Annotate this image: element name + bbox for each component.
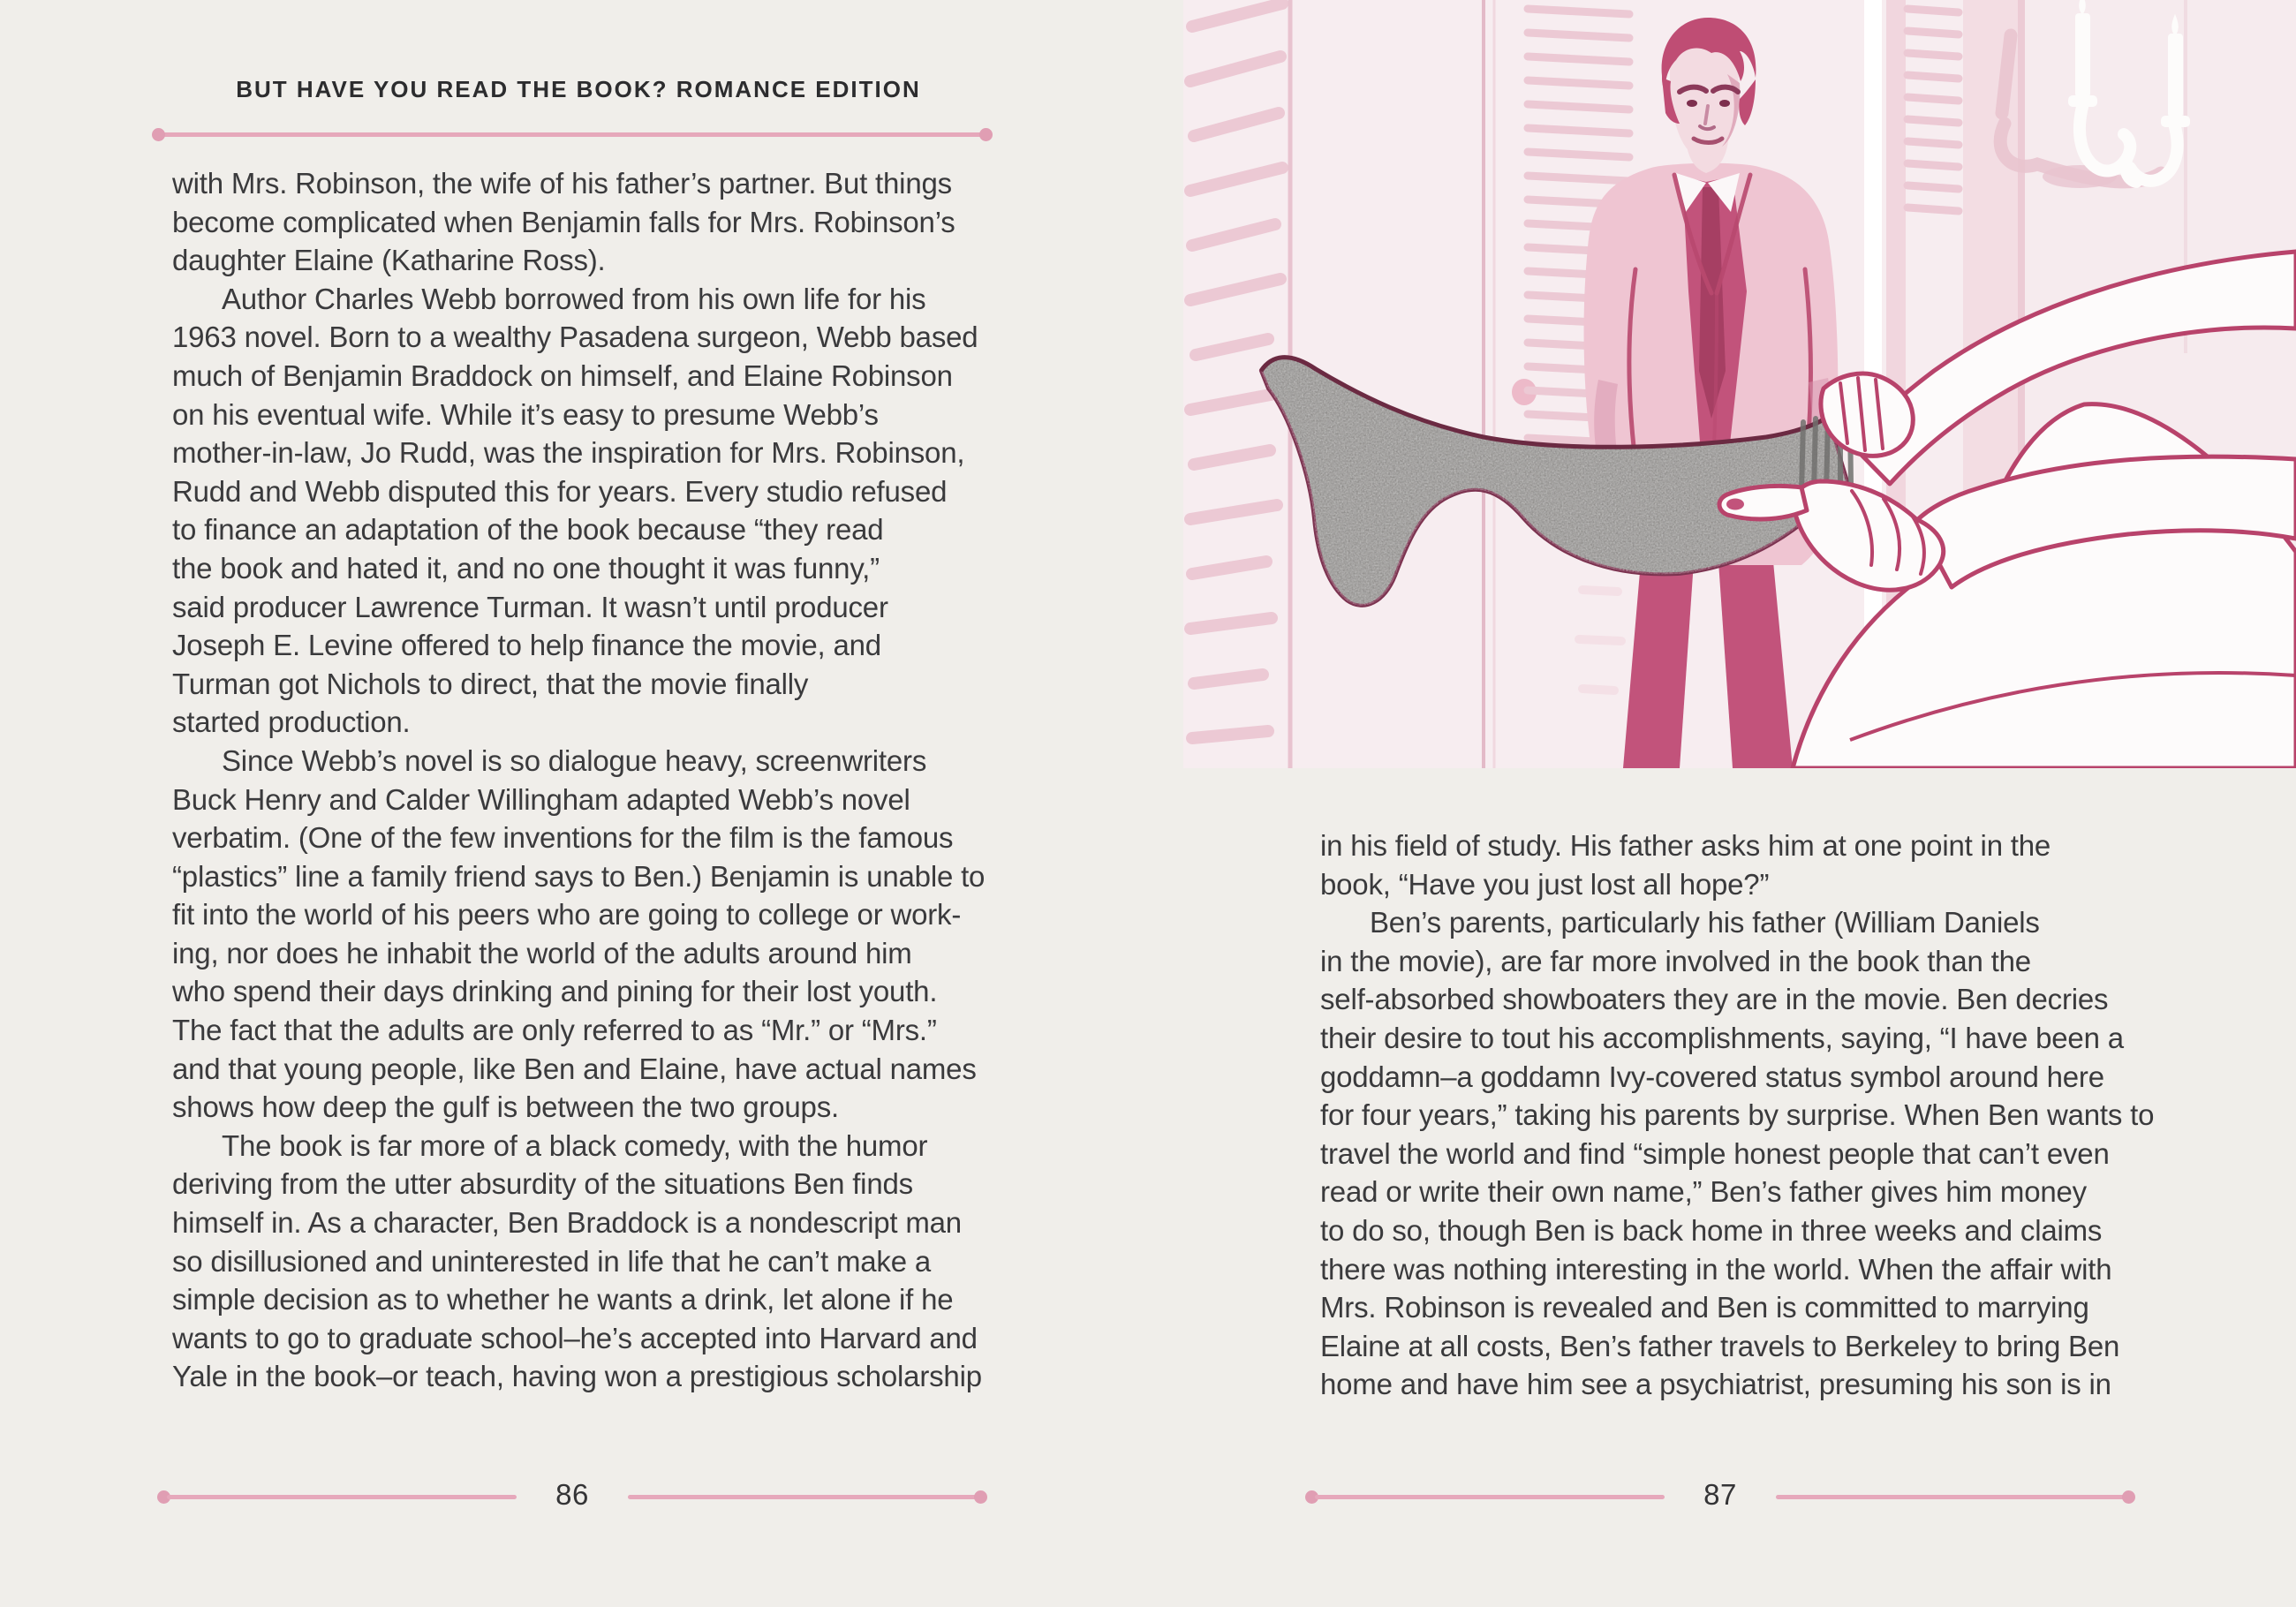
text-line: Author Charles Webb borrowed from his own life for his [222, 282, 926, 315]
text-line: their desire to tout his accomplishments, saying, “I have been a [1320, 1021, 2124, 1054]
text-line: with Mrs. Robinson, the wife of his father’s partner. But things [172, 167, 952, 200]
text-line: shows how deep the gulf is between the two groups. [172, 1090, 839, 1124]
text-line: “plastics” line a family friend says to Ben.) Benjamin is unable to [172, 859, 986, 893]
text-line: Elaine at all costs, Ben’s father travels to Berkeley to bring Ben [1320, 1329, 2120, 1362]
text-line: so disillusioned and uninterested in life that he can’t make a [172, 1244, 931, 1278]
page-number: 86 [555, 1478, 589, 1511]
text-line: to finance an adaptation of the book because “they read [172, 513, 884, 547]
text-line: simple decision as to whether he wants a drink, let alone if he [172, 1283, 954, 1317]
footer-rule [167, 1495, 517, 1499]
text-line: said producer Lawrence Turman. It wasn’t until producer [172, 590, 888, 623]
text-line: on his eventual wife. While it’s easy to presume Webb’s [172, 397, 879, 431]
text-line: 1963 novel. Born to a wealthy Pasadena surgeon, Webb based [172, 321, 978, 354]
text-line: in the movie), are far more involved in the book than the [1320, 944, 2031, 977]
text-line: Rudd and Webb disputed this for years. Every studio refused [172, 474, 948, 508]
text-line: much of Benjamin Braddock on himself, and Elaine Robinson [172, 358, 953, 392]
text-line: goddamn–a goddamn Ivy-covered status symbol around here [1320, 1060, 2104, 1093]
footer-rule [1315, 1495, 1665, 1499]
text-line: to do so, though Ben is back home in three weeks and claims [1320, 1213, 2103, 1247]
graduate-illustration [1183, 0, 2296, 768]
text-line: in his field of study. His father asks him at one point in the [1320, 829, 2051, 862]
text-line: who spend their days drinking and pining for their lost youth. [172, 975, 938, 1008]
text-line: Yale in the book–or teach, having won a prestigious scholarship [172, 1360, 982, 1393]
text-line: Since Webb’s novel is so dialogue heavy, screenwriters [222, 743, 927, 777]
text-line: travel the world and find “simple honest people that can’t even [1320, 1136, 2110, 1170]
text-line: home and have him see a psychiatrist, presuming his son is in [1320, 1368, 2111, 1401]
text-line: fit into the world of his peers who are going to college or work- [172, 898, 962, 932]
text-line: Ben’s parents, particularly his father (William Daniels [1370, 906, 2040, 939]
rule-end-dot [2122, 1490, 2135, 1504]
text-line: mother-in-law, Jo Rudd, was the inspiration for Mrs. Robinson, [172, 436, 965, 470]
text-line: and that young people, like Ben and Elaine, have actual names [172, 1052, 977, 1085]
text-line: Mrs. Robinson is revealed and Ben is committed to marrying [1320, 1291, 2089, 1324]
fingernail [1726, 499, 1744, 510]
text-line: become complicated when Benjamin falls for Mrs. Robinson’s [172, 205, 955, 238]
text-line: himself in. As a character, Ben Braddock is a nondescript man [172, 1206, 962, 1240]
text-line: read or write their own name,” Ben’s father gives him money [1320, 1175, 2087, 1209]
rule-end-dot [979, 128, 993, 141]
left-page-footer [157, 1478, 987, 1512]
rule-end-dot [152, 128, 165, 141]
page-number: 87 [1703, 1478, 1737, 1511]
text-line: for four years,” taking his parents by surprise. When Ben wants to [1320, 1098, 2155, 1132]
running-head: BUT HAVE YOU READ THE BOOK? ROMANCE EDITION [236, 76, 921, 102]
footer-rule [1776, 1495, 2126, 1499]
text-line: The fact that the adults are only referred to as “Mr.” or “Mrs.” [172, 1014, 937, 1047]
text-line: wants to go to graduate school–he’s accepted into Harvard and [172, 1321, 978, 1354]
text-line: Buck Henry and Calder Willingham adapted Webb’s novel [172, 782, 910, 816]
text-line: self-absorbed showboaters they are in the movie. Ben decries [1320, 983, 2109, 1016]
text-line: deriving from the utter absurdity of the situations Ben finds [172, 1167, 913, 1201]
text-line: book, “Have you just lost all hope?” [1320, 867, 1770, 901]
right-page-body-text [1320, 826, 2203, 1404]
text-line: Joseph E. Levine offered to help finance the movie, and [172, 629, 881, 662]
text-line: the book and hated it, and no one thought it was funny,” [172, 551, 880, 585]
text-line: daughter Elaine (Katharine Ross). [172, 244, 606, 277]
text-line: Turman got Nichols to direct, that the movie finally [172, 667, 809, 700]
text-line: verbatim. (One of the few inventions for the film is the famous [172, 821, 954, 855]
graduate-illustration-svg [1183, 0, 2296, 768]
text-line: ing, nor does he inhabit the world of the adults around him [172, 936, 912, 969]
header-rule [157, 132, 987, 137]
rule-end-dot [974, 1490, 987, 1504]
footer-rule [628, 1495, 978, 1499]
text-line: The book is far more of a black comedy, with the humor [222, 1128, 928, 1162]
text-line: started production. [172, 705, 411, 739]
left-page-body-text [172, 164, 1055, 1396]
text-line: there was nothing interesting in the world. When the affair with [1320, 1252, 2112, 1286]
right-page-footer [1305, 1478, 2135, 1512]
